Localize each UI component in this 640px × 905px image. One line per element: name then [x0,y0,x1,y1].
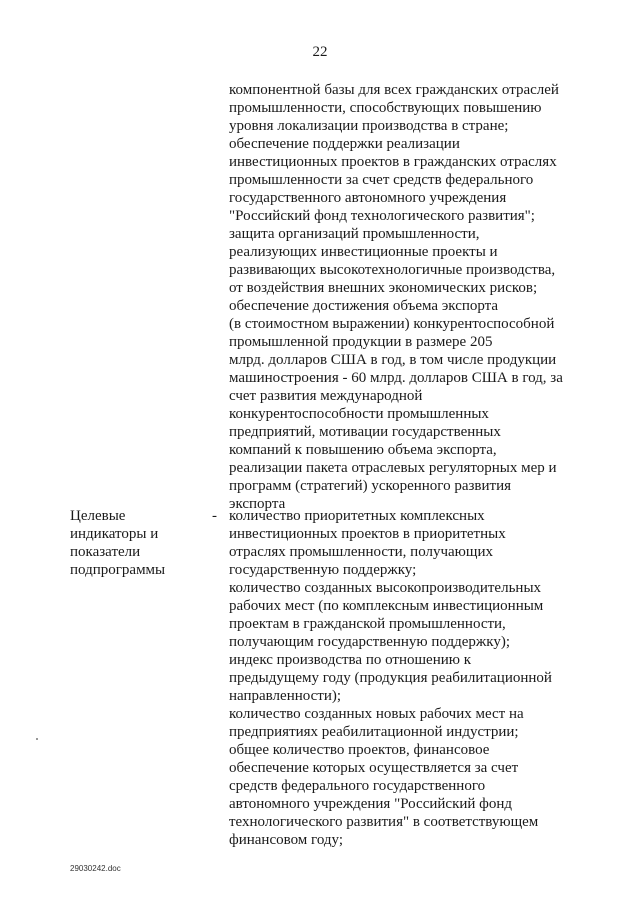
text-line: государственного автономного учреждения [229,190,507,206]
label-line: подпрограммы [70,562,166,578]
text-line: экспорта [229,496,286,512]
indicator-line: обеспечение которых осуществляется за счет [229,760,519,776]
text-line: реализации пакета отраслевых регуляторных мер и [229,460,557,476]
indicator-line: проектам в гражданской промышленности, [229,616,506,632]
text-line: обеспечение поддержки реализации [229,136,460,152]
text-line: предприятий, мотивации государственных [229,424,501,440]
scan-speck [36,738,38,740]
text-line: промышленной продукции в размере 205 [229,334,493,350]
text-line: машиностроения - 60 млрд. долларов США в год, за [229,370,563,386]
indicator-line: автономного учреждения "Российский фонд [229,796,513,812]
text-line: программ (стратегий) ускоренного развития [229,478,511,494]
text-line: (в стоимостном выражении) конкурентоспособной [229,316,555,332]
indicator-line: количество созданных высокопроизводительных [229,580,542,596]
text-line: счет развития международной [229,388,423,404]
indicator-line: рабочих мест (по комплексным инвестиционным [229,598,544,614]
text-line: промышленности, способствующих повышению [229,100,542,116]
section-dash: - [212,508,217,524]
indicator-line: инвестиционных проектов в приоритетных [229,526,506,542]
text-line: инвестиционных проектов в гражданских отраслях [229,154,557,170]
page-number: 22 [312,44,328,60]
indicator-line: отраслях промышленности, получающих [229,544,493,560]
text-line: развивающих высокотехнологичные производства, [229,262,556,278]
section-label [70,507,210,579]
text-line: млрд. долларов США в год, в том числе продукции [229,352,557,368]
indicator-line: направленности); [229,688,342,704]
indicator-line: технологического развития" в соответствующем [229,814,539,830]
label-line: показатели [70,544,141,560]
text-line: защита организаций промышленности, [229,226,480,242]
continuation-text [229,81,589,513]
indicators-text [229,507,589,849]
text-line: конкурентоспособности промышленных [229,406,489,422]
text-line: компонентной базы для всех гражданских отраслей [229,82,559,98]
text-line: промышленности за счет средств федерального [229,172,534,188]
text-line: компаний к повышению объема экспорта, [229,442,497,458]
indicator-line: предыдущему году (продукция реабилитационной [229,670,552,686]
indicator-line: финансовом году; [229,832,344,848]
indicator-line: предприятиях реабилитационной индустрии; [229,724,519,740]
indicator-line: количество приоритетных комплексных [229,508,485,524]
text-line: "Российский фонд технологического развития"; [229,208,535,224]
footer-filename: 29030242.doc [70,864,121,873]
text-line: обеспечение достижения объема экспорта [229,298,499,314]
label-line: Целевые [70,508,126,524]
indicator-line: общее количество проектов, финансовое [229,742,490,758]
indicator-line: индекс производства по отношению к [229,652,471,668]
text-line: уровня локализации производства в стране; [229,118,509,134]
text-line: от воздействия внешних экономических рисков; [229,280,538,296]
text-line: реализующих инвестиционные проекты и [229,244,498,260]
indicator-line: получающим государственную поддержку); [229,634,510,650]
indicator-line: средств федерального государственного [229,778,486,794]
indicator-line: государственную поддержку; [229,562,417,578]
indicator-line: количество созданных новых рабочих мест на [229,706,524,722]
label-line: индикаторы и [70,526,159,542]
